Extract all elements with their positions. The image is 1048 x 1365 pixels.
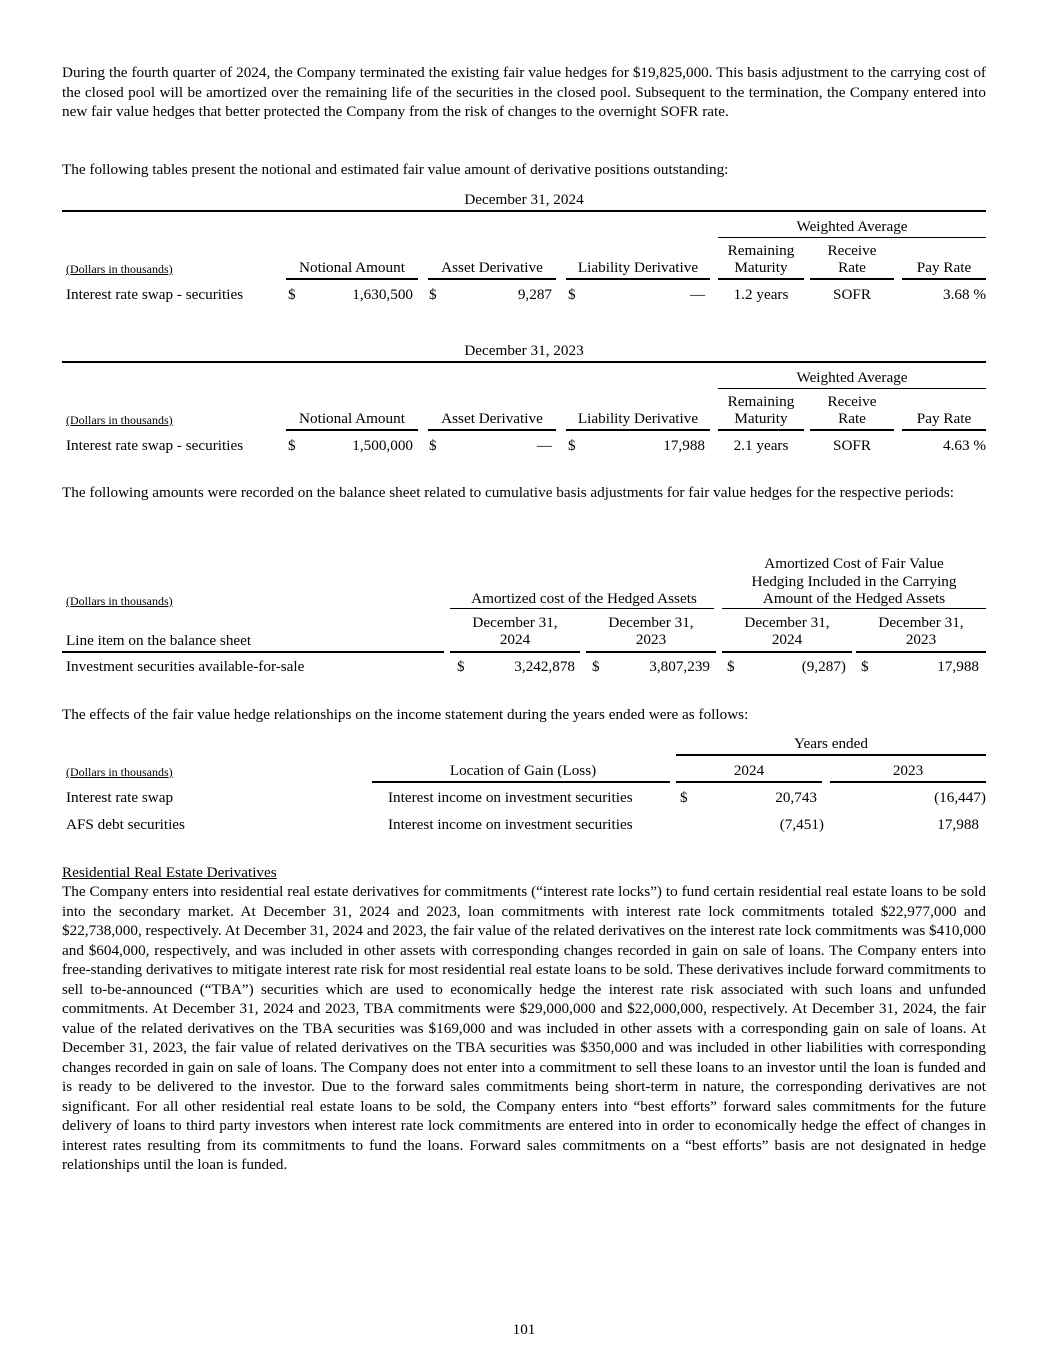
intro-paragraph: During the fourth quarter of 2024, the Company terminated the existing fair value hedges for $19,825,000. This basis adjustment to the carrying cost of the closed pool will be amortized over the remaining life of the securities in the closed pool. Subsequent to the termination, the Company entered into new fair value hedges that better protected the Company from the risk of changes to the overnight SOFR rate.: [62, 64, 986, 120]
liability-value: 17,988: [663, 437, 705, 454]
asset-value: —: [536, 437, 552, 454]
currency-symbol: $: [568, 437, 576, 454]
years-ended-header: Years ended: [794, 735, 868, 752]
col-location: Location of Gain (Loss): [449, 762, 597, 779]
row-label: Interest rate swap: [66, 789, 174, 806]
currency-symbol: $: [861, 658, 869, 675]
col-asset: Asset Derivative: [441, 259, 543, 276]
col-rate: Rate: [838, 409, 866, 427]
weighted-average-header: Weighted Average: [796, 218, 908, 235]
notional-value: 1,630,500: [352, 286, 413, 303]
col-remaining: Remaining: [727, 242, 795, 259]
notional-value: 1,500,000: [352, 437, 413, 454]
units-label: (Dollars in thousands): [66, 262, 173, 276]
receive-value: SOFR: [833, 437, 871, 454]
currency-symbol: $: [457, 658, 465, 675]
col-pay-rate: Pay Rate: [916, 259, 972, 276]
value: 3,242,878: [514, 658, 575, 675]
col-liability: Liability Derivative: [577, 410, 699, 427]
value-2024: (7,451): [779, 816, 824, 833]
col-year-2024: 2024: [733, 762, 765, 779]
weighted-average-header: Weighted Average: [796, 369, 908, 386]
group-header-line: Amount of the Hedged Assets: [762, 590, 946, 607]
col-receive: Receive: [827, 393, 877, 410]
currency-symbol: $: [727, 658, 735, 675]
row-label: Interest rate swap - securities: [66, 437, 244, 454]
group-header-amortized-cost: Amortized cost of the Hedged Assets: [471, 590, 697, 607]
col-notional: Notional Amount: [299, 410, 405, 427]
units-label: (Dollars in thousands): [66, 594, 173, 608]
value-2023: (16,447): [934, 789, 986, 806]
residential-paragraph: The Company enters into residential real estate derivatives for commitments (“interest rate locks”) to fund certain residential real estate loans to be sold into the secondary market. At December 31, 2024 and 2023, loan commitments with interest rate lock commitments totaled $22,977,000 and $22,738,000, respectively. At December 31, 2024 and 2023, the fair value of the related derivatives on the interest rate lock commitments was $410,000 and $604,000, respectively, and was included in other assets with corresponding changes recorded in gain on sale of loans. The Company enters into free-standing derivatives to mitigate interest rate risk for most residential real estate loans to be sold. These derivatives include forward commitments to sell to-be-announced (“TBA”) securities which are used to economically hedge the interest rate risk associated with such loans and unfunded commitments. At December 31, 2024 and 2023, TBA commitments were $29,000,000 and $22,000,000, respectively. At December 31, 2024, the fair value of the related derivatives on the TBA securities was $169,000 and was included in other assets with a corresponding gain on sale of loans. At December 31, 2023, the fair value of related derivatives on the TBA securities was $350,000 and was included in other liabilities with corresponding changes recorded in gain on sale of loans. The Company does not enter into a commitment to sell these loans to an investor until the loan is funded and is ready to be delivered to the investor. Due to the forward sales commitments being short-term in nature, the corresponding derivatives are not significant. For all other residential real estate loans to be sold, the Company enters into “best efforts” forward sales commitments for the future delivery of loans to third party investors when interest rate lock commitments are entered into in order to economically hedge the effect of changes in interest rates resulting from its commitments to fund the loans. Forward sales commitments on a “best efforts” basis are not designated in hedge relationships until the loan is funded.: [62, 883, 986, 1173]
col-asset: Asset Derivative: [441, 410, 543, 427]
currency-symbol: $: [288, 437, 296, 454]
tables-intro: The following tables present the notional and estimated fair value amount of derivative positions outstanding:: [62, 161, 729, 178]
col-year: 2024: [771, 630, 803, 648]
currency-symbol: $: [680, 789, 688, 806]
row-location: Interest income on investment securities: [388, 789, 633, 806]
col-date: December 31,: [472, 614, 558, 631]
col-date: December 31,: [744, 614, 830, 631]
pay-value: 3.68 %: [942, 286, 986, 303]
asset-value: 9,287: [517, 286, 552, 303]
units-label: (Dollars in thousands): [66, 765, 173, 779]
effects-intro: The effects of the fair value hedge relationships on the income statement during the years ended were as follows:: [62, 706, 749, 723]
col-rate: Rate: [838, 258, 866, 276]
col-notional: Notional Amount: [299, 259, 405, 276]
value-2023: 17,988: [937, 816, 979, 833]
currency-symbol: $: [568, 286, 576, 303]
currency-symbol: $: [592, 658, 600, 675]
col-year: 2023: [635, 630, 667, 648]
currency-symbol: $: [288, 286, 296, 303]
col-year: 2024: [499, 630, 531, 648]
row-label: Investment securities available-for-sale: [66, 658, 305, 675]
page-number: 101: [512, 1321, 536, 1338]
section-heading: Residential Real Estate Derivatives: [62, 864, 277, 881]
col-receive: Receive: [827, 242, 877, 259]
basis-intro: The following amounts were recorded on the balance sheet related to cumulative basis adjustments for fair value hedges for the respective periods:: [62, 484, 954, 501]
col-year: 2023: [905, 630, 937, 648]
col-year-2023: 2023: [892, 762, 924, 779]
table-date: December 31, 2023: [464, 342, 584, 359]
liability-value: —: [689, 286, 705, 303]
value: 17,988: [937, 658, 979, 675]
value-2024: 20,743: [775, 789, 817, 806]
col-line-item: Line item on the balance sheet: [66, 632, 252, 649]
col-remaining: Remaining: [727, 393, 795, 410]
row-label: AFS debt securities: [66, 816, 185, 833]
receive-value: SOFR: [833, 286, 871, 303]
maturity-value: 2.1 years: [733, 437, 789, 454]
value: 3,807,239: [649, 658, 710, 675]
maturity-value: 1.2 years: [733, 286, 789, 303]
col-maturity: Maturity: [734, 258, 788, 276]
value: (9,287): [801, 658, 846, 675]
currency-symbol: $: [429, 437, 437, 454]
table-date: December 31, 2024: [464, 191, 584, 208]
col-liability: Liability Derivative: [577, 259, 699, 276]
col-maturity: Maturity: [734, 409, 788, 427]
currency-symbol: $: [429, 286, 437, 303]
row-location: Interest income on investment securities: [388, 816, 633, 833]
col-date: December 31,: [878, 614, 964, 631]
col-date: December 31,: [608, 614, 694, 631]
units-label: (Dollars in thousands): [66, 413, 173, 427]
group-header-line: Hedging Included in the Carrying: [751, 572, 957, 590]
row-label: Interest rate swap - securities: [66, 286, 244, 303]
group-header-line: Amortized Cost of Fair Value: [764, 555, 944, 572]
pay-value: 4.63 %: [942, 437, 986, 454]
col-pay-rate: Pay Rate: [916, 410, 972, 427]
